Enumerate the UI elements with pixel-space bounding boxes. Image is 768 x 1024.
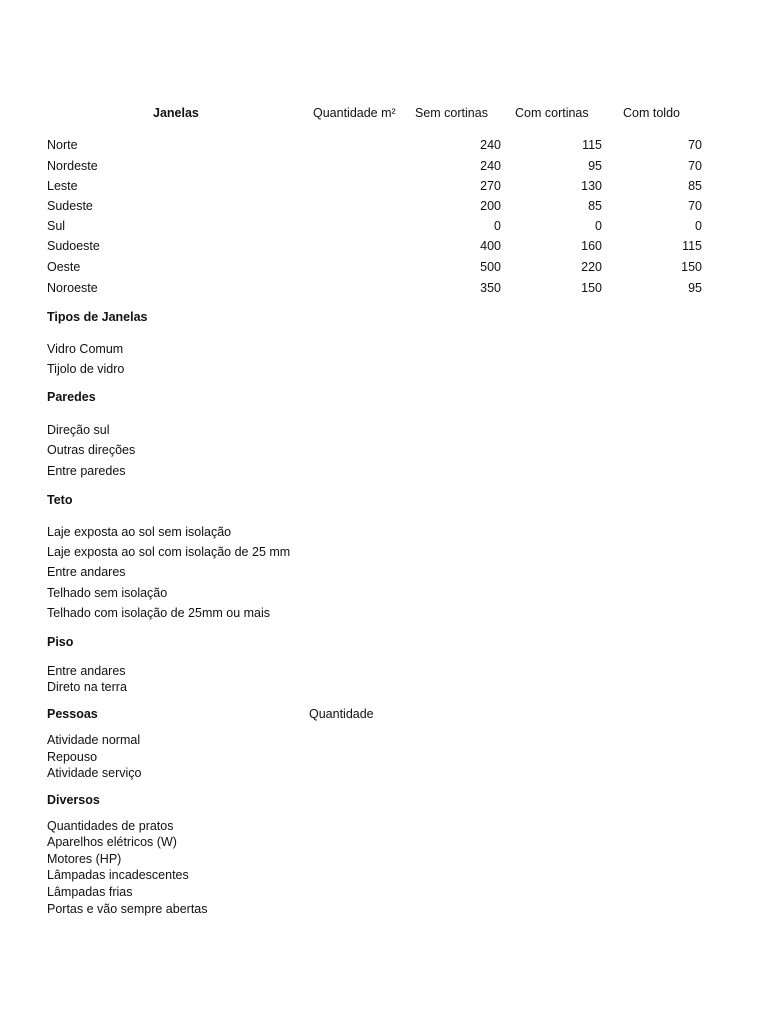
header-sem-cortinas: Sem cortinas: [415, 106, 488, 120]
list-item: Telhado sem isolação: [47, 586, 168, 600]
row-label: Sudoeste: [47, 239, 100, 253]
value-com-toldo: 0: [695, 219, 702, 233]
row-label: Leste: [47, 179, 78, 193]
section-title-teto: Teto: [47, 493, 73, 507]
value-com-cortinas: 220: [581, 260, 602, 274]
section-title-paredes: Paredes: [47, 390, 96, 404]
value-com-cortinas: 95: [588, 159, 602, 173]
value-sem-cortinas: 240: [480, 159, 501, 173]
header-quantidade: Quantidade m²: [313, 106, 396, 120]
value-sem-cortinas: 270: [480, 179, 501, 193]
list-item: Aparelhos elétricos (W): [47, 835, 177, 849]
list-item: Laje exposta ao sol com isolação de 25 mm: [47, 545, 291, 559]
list-item: Lâmpadas frias: [47, 885, 133, 899]
value-com-toldo: 70: [688, 138, 702, 152]
list-item: Direto na terra: [47, 680, 127, 694]
value-com-toldo: 95: [688, 281, 702, 295]
section-title-tipos-janelas: Tipos de Janelas: [47, 310, 148, 324]
row-label: Norte: [47, 138, 78, 152]
value-sem-cortinas: 350: [480, 281, 501, 295]
value-com-toldo: 85: [688, 179, 702, 193]
section-title-piso: Piso: [47, 635, 74, 649]
row-label: Oeste: [47, 260, 81, 274]
janelas-title: Janelas: [153, 106, 199, 120]
list-item: Motores (HP): [47, 852, 122, 866]
list-item: Telhado com isolação de 25mm ou mais: [47, 606, 271, 620]
row-label: Nordeste: [47, 159, 98, 173]
value-com-cortinas: 160: [581, 239, 602, 253]
row-label: Sul: [47, 219, 66, 233]
section-title-diversos: Diversos: [47, 793, 100, 807]
value-com-cortinas: 0: [595, 219, 602, 233]
row-label: Noroeste: [47, 281, 98, 295]
value-com-cortinas: 115: [582, 138, 602, 152]
value-sem-cortinas: 400: [480, 239, 501, 253]
list-item: Outras direções: [47, 443, 136, 457]
value-com-toldo: 70: [688, 199, 702, 213]
value-com-toldo: 70: [688, 159, 702, 173]
value-com-toldo: 150: [681, 260, 702, 274]
list-item: Atividade normal: [47, 733, 141, 747]
value-com-cortinas: 150: [581, 281, 602, 295]
value-com-cortinas: 85: [588, 199, 602, 213]
list-item: Entre paredes: [47, 464, 126, 478]
value-com-toldo: 115: [682, 239, 702, 253]
list-item: Portas e vão sempre abertas: [47, 902, 208, 916]
list-item: Quantidades de pratos: [47, 819, 174, 833]
list-item: Atividade serviço: [47, 766, 142, 780]
value-sem-cortinas: 0: [494, 219, 501, 233]
list-item: Repouso: [47, 750, 98, 764]
pessoas-quantity-header: Quantidade: [309, 707, 374, 721]
value-sem-cortinas: 200: [480, 199, 501, 213]
value-sem-cortinas: 240: [480, 138, 501, 152]
list-item: Lâmpadas incadescentes: [47, 868, 189, 882]
list-item: Laje exposta ao sol sem isolação: [47, 525, 232, 539]
list-item: Direção sul: [47, 423, 110, 437]
value-sem-cortinas: 500: [480, 260, 501, 274]
list-item: Tijolo de vidro: [47, 362, 125, 376]
header-com-toldo: Com toldo: [623, 106, 680, 120]
list-item: Entre andares: [47, 565, 126, 579]
value-com-cortinas: 130: [581, 179, 602, 193]
section-title-pessoas: Pessoas: [47, 707, 98, 721]
header-com-cortinas: Com cortinas: [515, 106, 589, 120]
list-item: Vidro Comum: [47, 342, 124, 356]
row-label: Sudeste: [47, 199, 93, 213]
list-item: Entre andares: [47, 664, 126, 678]
